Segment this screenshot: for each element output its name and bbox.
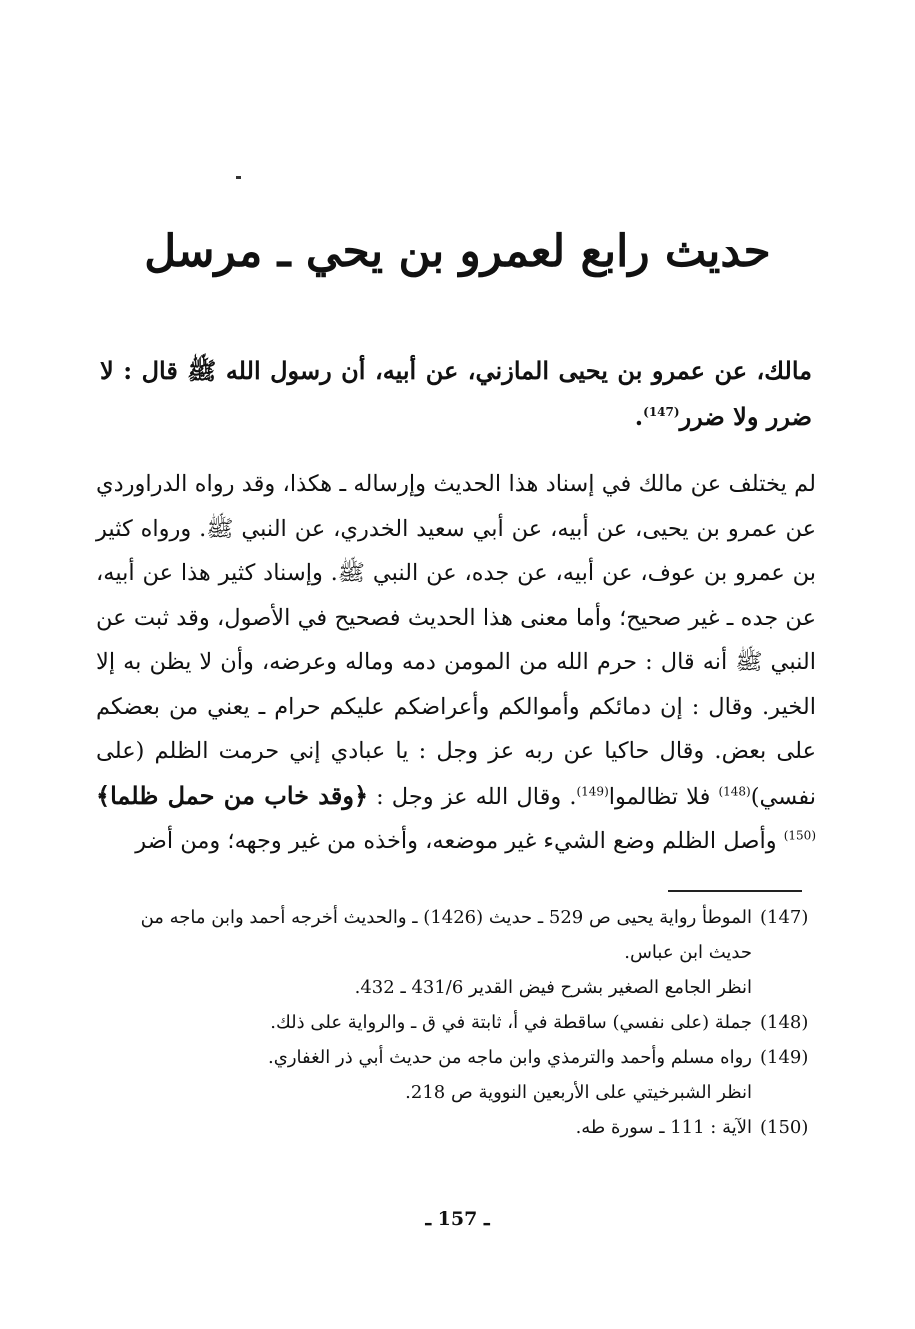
print-speck xyxy=(236,176,241,179)
footnote-text: الموطأ رواية يحيى ص 529 ـ حديث (1426) ـ والحديث أخرجه أحمد وابن ماجه من حديث ابن عباس. xyxy=(140,907,752,963)
footnote-number: (148) xyxy=(760,1012,809,1033)
footnote-number: (149) xyxy=(760,1047,809,1068)
footnote-text: جملة (على نفسي) ساقطة في أ، ثابتة في ق ـ والرواية على ذلك. xyxy=(270,1012,752,1033)
footnote-147-continued: انظر الجامع الصغير بشرح فيض القدير 431/6 ـ 432. xyxy=(354,977,752,998)
commentary-part-4: وأصل الظلم وضع الشيء غير موضعه، وأخذه من غير وجهه؛ ومن أضر xyxy=(135,828,784,854)
commentary xyxy=(96,462,816,864)
footnote-150 xyxy=(96,1110,808,1145)
footnote-text: الآية : 111 ـ سورة طه. xyxy=(575,1117,752,1138)
commentary-part-1: لم يختلف عن مالك في إسناد هذا الحديث وإرساله ـ هكذا، وقد رواه الدراوردي عن عمرو بن يحيى، عن أبيه، عن أبي سعيد الخدري، عن النبي ﷺ. ورواه كثير بن عمرو بن عوف، عن أبيه، عن جده، عن النبي ﷺ. وإسناد كثير هذا عن أبيه، عن جده ـ غير صحيح؛ وأما معنى هذا الحديث فصحيح في الأصول، وقد ثبت عن النبي ﷺ أنه قال : حرم الله من المومن دمه وماله وعرضه، وأن لا يظن به إلا الخير. وقال : إن دمائكم وأموالكم وأعراضكم عليكم حرام ـ يعني من بعضكم على بعض. وقال حاكيا عن ربه عز وجل : يا عبادي إني حرمت الظلم (على نفسي) xyxy=(96,471,816,810)
footnote-ref-149: (149) xyxy=(576,784,609,798)
hadith-end: . xyxy=(634,402,644,431)
page-title: حديث رابع لعمرو بن يحي ـ مرسل xyxy=(144,226,771,277)
commentary-part-2: فلا تظالموا xyxy=(608,783,719,810)
footnote-147 xyxy=(96,900,808,970)
footnote-ref-150: (150) xyxy=(783,828,816,843)
page-number: ـ 157 ـ xyxy=(425,1208,490,1230)
footnote-number: (147) xyxy=(760,907,809,928)
footnote-ref-148: (148) xyxy=(718,784,751,798)
hadith-main: مالك، عن عمرو بن يحيى المازني، عن أبيه، أن رسول الله ﷺ قال : لا ضرر ولا ضرر xyxy=(100,356,812,431)
footnote-ref-147: (147) xyxy=(643,405,680,419)
footnote-divider xyxy=(668,890,802,892)
footnote-148 xyxy=(96,1005,808,1040)
footnote-text: رواه مسلم وأحمد والترمذي وابن ماجه من حديث أبي ذر الغفاري. xyxy=(268,1047,752,1068)
footnote-149 xyxy=(96,1040,808,1075)
footnotes xyxy=(96,900,808,1145)
quran-verse: ﴿وقد خاب من حمل ظلما﴾ xyxy=(96,780,369,810)
commentary-part-3: . وقال الله عز وجل : xyxy=(368,783,577,810)
footnote-149-continued: انظر الشبرخيتي على الأربعين النووية ص 218. xyxy=(405,1082,752,1103)
hadith-text xyxy=(100,348,812,440)
footnote-number: (150) xyxy=(760,1117,809,1138)
